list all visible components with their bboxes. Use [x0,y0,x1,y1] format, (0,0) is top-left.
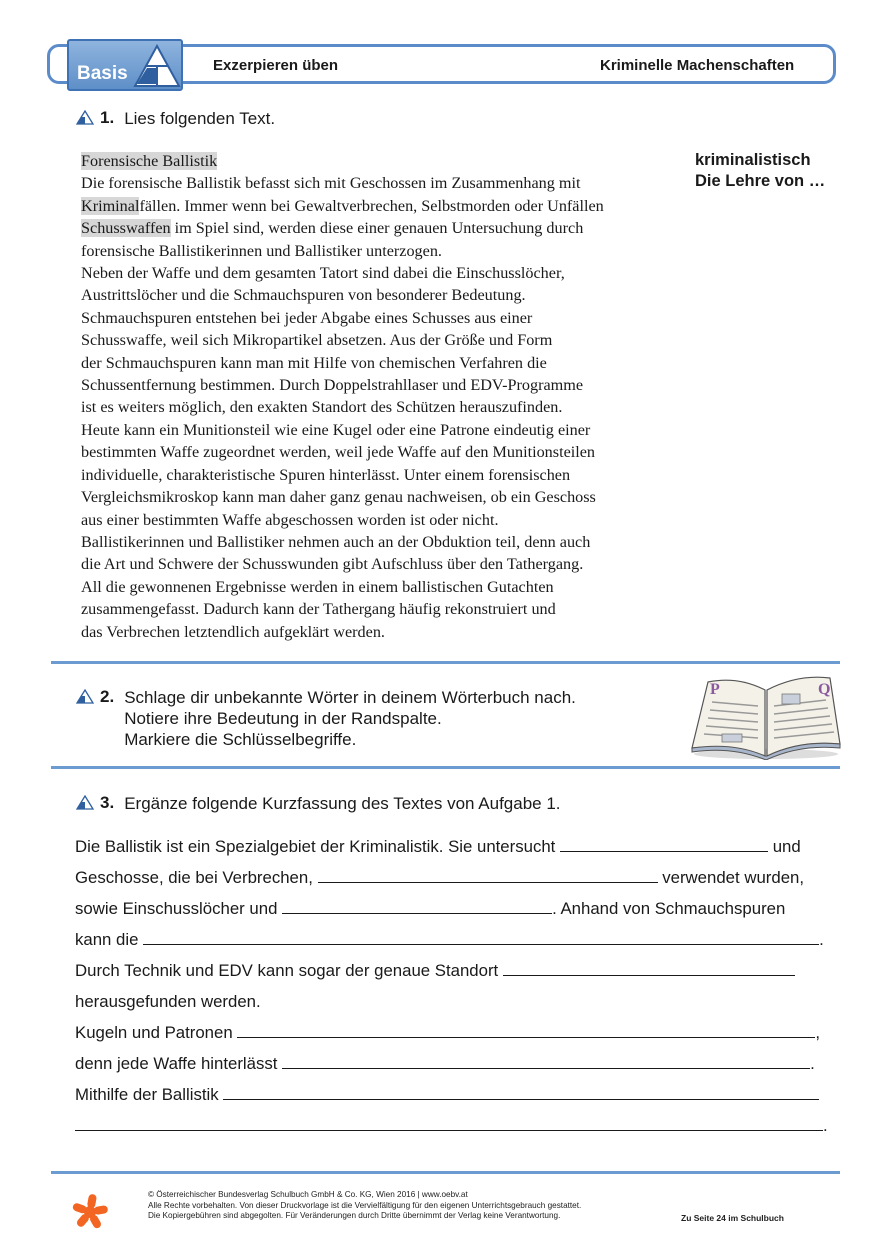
cloze-text-segment: . [819,930,824,949]
reading-line: Vergleichsmikroskop kann man daher ganz genau nachweisen, ob ein Geschoss [81,488,596,507]
reading-line-rest: fällen. Immer wenn bei Gewaltverbrechen, Selbstmorden oder Unfällen [139,196,604,215]
task-1-instruction: Lies folgenden Text. [124,109,276,128]
reading-title: Forensische Ballistik [81,152,218,170]
task-2-instruction: Schlage dir unbekannte Wörter in deinem Wörterbuch nach. [124,688,576,707]
cloze-text-segment: Kugeln und Patronen [75,1023,233,1042]
answer-blank[interactable] [143,929,819,945]
cloze-text-segment: herausgefunden werden. [75,992,261,1011]
cloze-text-segment: sowie Einschusslöcher und [75,899,278,918]
reading-line: individuelle, charakteristische Spuren hinterlässt. Unter einem forensischen [81,465,571,484]
answer-blank[interactable] [282,898,552,914]
answer-blank[interactable] [560,836,768,852]
reading-line: Austrittslöcher und die Schmauchspuren von besonderer Bedeutung. [81,286,526,305]
section-divider [51,661,840,664]
book-letter-q: Q [818,681,831,698]
dictionary-book-illustration [688,672,844,760]
reading-line: Neben der Waffe und dem gesamten Tatort sind dabei die Einschusslöcher, [81,264,565,283]
reading-line: das Verbrechen letztendlich aufgeklärt werden. [81,622,385,641]
answer-blank[interactable] [75,1115,823,1131]
copyright-line: Die Kopiergebühren sind abgegolten. Für Veränderungen durch Dritte übernimmt der Verlag keine Verantwortung. [148,1211,561,1220]
level-triangle-icon [76,689,94,704]
worksheet-unit: Kriminelle Machenschaften [600,57,795,74]
reading-line: All die gewonnenen Ergebnisse werden in einem ballistischen Gutachten [81,577,554,596]
margin-notes [695,150,825,192]
book-letter-p: P [710,681,720,698]
margin-note: Die Lehre von … [695,172,826,190]
reading-line: Die forensische Ballistik befasst sich mit Geschossen im Zusammenhang mit [81,174,581,193]
cloze-text-segment: . [810,1054,815,1073]
answer-blank[interactable] [503,960,795,976]
reading-line: der Schmauchspuren kann man mit Hilfe von chemischen Verfahren die [81,353,547,372]
reading-line [81,195,681,217]
reading-line: ist es weiters möglich, den exakten Standort des Schützen herauszufinden. [81,398,563,417]
cloze-text-segment: . [823,1116,828,1135]
reading-line: Schusswaffe, weil sich Mikropartikel absetzen. Aus der Größe und Form [81,331,553,350]
task-1-number: 1. [100,108,115,127]
publisher-logo-icon [70,1192,110,1232]
reading-line: forensische Ballistikerinnen und Ballistiker unterzogen. [81,241,442,260]
cloze-text-segment: kann die [75,930,139,949]
reading-line [81,217,681,239]
task-2-number: 2. [100,687,115,706]
answer-blank[interactable] [318,867,658,883]
margin-note: kriminalistisch [695,151,811,169]
copyright-notice [148,1190,581,1222]
reading-line: die Art und Schwere der Schusswunden gibt Aufschluss über den Tathergang. [81,555,584,574]
level-badge-label: Basis [77,63,128,84]
task-3-number: 3. [100,793,115,812]
reading-line: Schmauchspuren entstehen bei jeder Abgabe eines Schusses aus einer [81,308,533,327]
section-divider [51,766,840,769]
cloze-text-segment: Die Ballistik ist ein Spezialgebiet der Kriminalistik. Sie untersucht [75,837,556,856]
reading-text [81,150,681,643]
cloze-text-segment: denn jede Waffe hinterlässt [75,1054,278,1073]
task-1 [76,108,275,129]
reading-line: Schussentfernung bestimmen. Durch Doppelstrahllaser und EDV-Programme [81,376,584,395]
cloze-text-segment: Geschosse, die bei Verbrechen, [75,868,313,887]
task-2 [76,687,576,750]
textbook-page-reference: Zu Seite 24 im Schulbuch [681,1213,784,1223]
answer-blank[interactable] [237,1022,815,1038]
copyright-line: © Österreichischer Bundesverlag Schulbuch GmbH & Co. KG, Wien 2016 | www.oebv.at [148,1190,468,1199]
answer-blank[interactable] [223,1084,819,1100]
cloze-text-segment: . Anhand von Schmauchspuren [552,899,786,918]
cloze-text-segment: Mithilfe der Ballistik [75,1085,219,1104]
reading-line-rest: im Spiel sind, werden diese einer genauen Untersuchung durch [170,219,584,238]
worksheet-topic: Exzerpieren üben [213,57,339,74]
pyramid-icon [133,44,181,88]
task-3 [76,793,561,814]
reading-line: bestimmten Waffe zugeordnet werden, weil jede Waffe auf den Munitionsteilen [81,443,596,462]
reading-line: zusammengefasst. Dadurch kann der Tathergang häufig rekonstruiert und [81,600,556,619]
level-triangle-icon [76,110,94,125]
copyright-line: Alle Rechte vorbehalten. Von dieser Druckvorlage ist die Vervielfältigung für den eigenen Unterrichtsgebrauch gestattet. [148,1200,582,1210]
answer-blank[interactable] [282,1053,810,1069]
highlighted-word: Schusswaffen [81,219,171,238]
task-2-instruction: Markiere die Schlüsselbegriffe. [124,730,357,749]
reading-line: Ballistikerinnen und Ballistiker nehmen auch an der Obduktion teil, denn auch [81,532,591,551]
cloze-text-segment: , [815,1023,821,1042]
cloze-text [75,831,845,1141]
cloze-text-segment: und [772,837,801,856]
cloze-text-segment: verwendet wurden, [662,868,805,887]
highlighted-word: Kriminal [81,196,140,215]
level-badge [67,39,183,91]
reading-line: aus einer bestimmten Waffe abgeschossen worden ist oder nicht. [81,510,499,529]
cloze-text-segment: Durch Technik und EDV kann sogar der genaue Standort [75,961,499,980]
section-divider [51,1171,840,1174]
reading-line: Heute kann ein Munitionsteil wie eine Kugel oder eine Patrone eindeutig einer [81,420,591,439]
level-triangle-icon [76,795,94,810]
task-3-instruction: Ergänze folgende Kurzfassung des Textes von Aufgabe 1. [124,794,561,813]
task-2-instruction: Notiere ihre Bedeutung in der Randspalte. [124,709,442,728]
